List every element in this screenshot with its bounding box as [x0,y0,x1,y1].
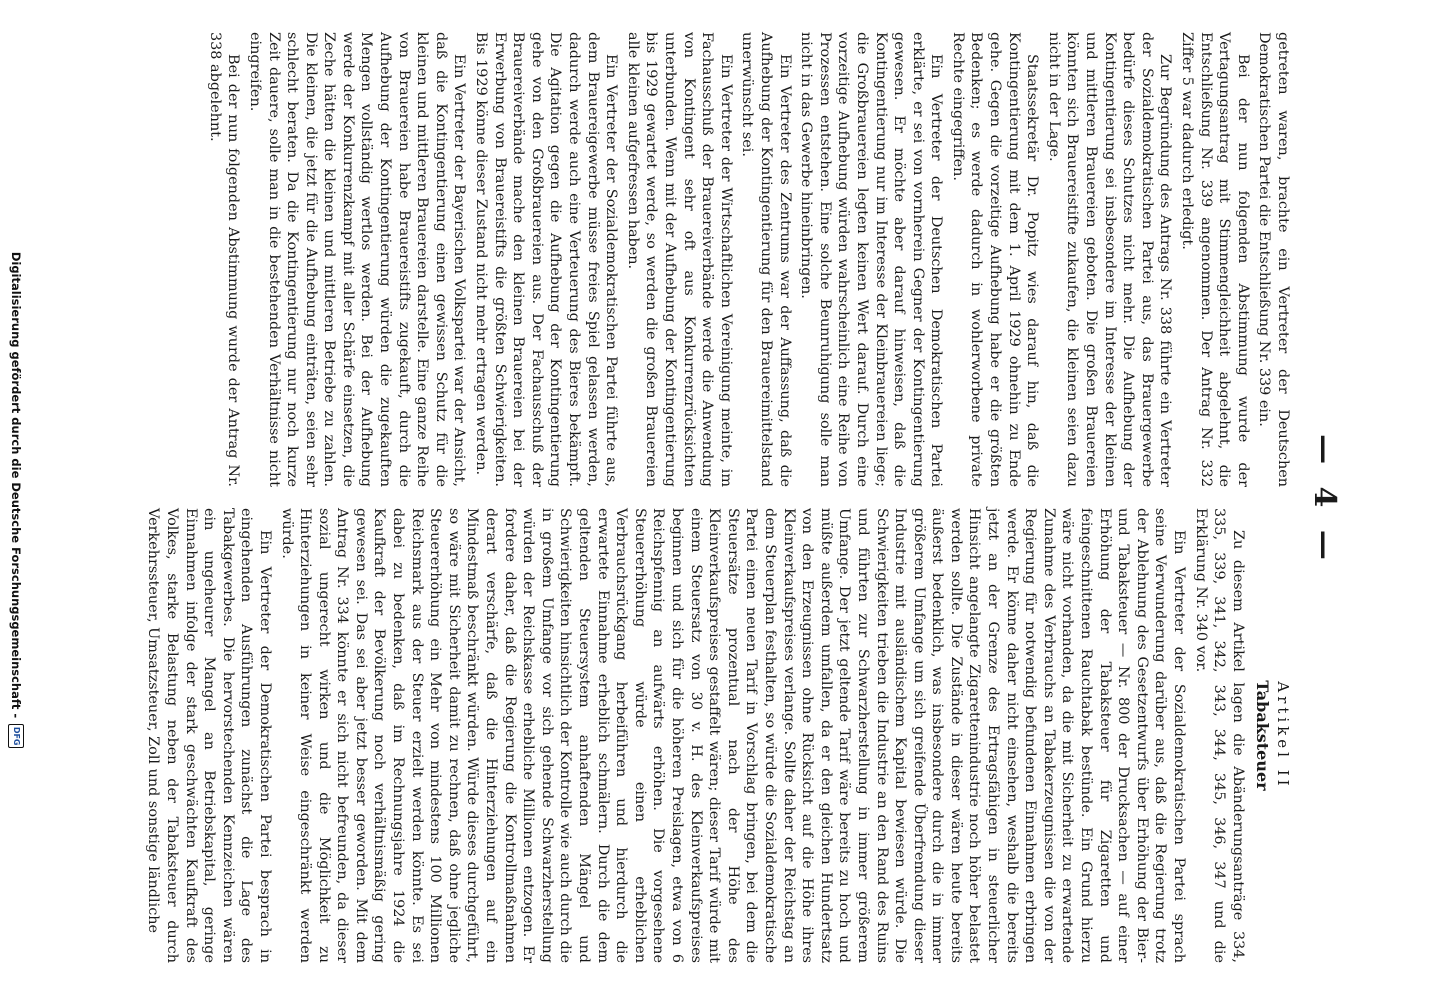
paragraph: Bei der nun folgenden Abstimmung wurde der Vertagungsantrag mit Stimmengleichheit abgelehnt, die Entschließung Nr. 339 angenommen. Der Antrag Nr. 332 Ziffer 5 war dadurch erledigt. [1179,32,1251,487]
paragraph: getreten waren, brachte ein Vertreter der Deutschen Demokratischen Partei die Entschließung Nr. 339 ein. [1256,32,1291,487]
paragraph: Ein Vertreter der Sozialdemokratischen Partei sprach seine Verwunderung darüber aus, daß die Regierung trotz der Ablehnung des Gesetzentwurfs über Erhöhung der Bier- und Tabaksteuer — Nr. 800 der Drucksachen — auf einer Erhöhung der Tabaksteuer für Zigaretten und feingeschnittenen Rauchtabak bestünde. Ein Grund hierzu wäre nicht vorhanden, da die mit Sicherheit zu erwartende Zunahme des Verbrauchs an Tabakerzeugnissen die von der Regierung für notwendig befundenen Einnahmen erbringen werde. Er könne daher nicht einsehen, weshalb die bereits jetzt an der Grenze des Ertragsfähigen in steuerlicher Hinsicht angelangte Zigarettenindustrie noch höher belastet werden sollte. Die Zustände in dieser wären heute bereits äußerst bedenklich, was insbesondere durch die in immer größerem Umfange um sich greifende Überfremdung dieser Industrie mit ausländischem Kapital bewiesen würde. Die Schwierigkeiten trieben die Industrie an den Rand des Ruins und führten zur Schwarzherstellung in immer größerem Umfange. Der jetzt geltende Tarif wäre bereits zu hoch und müßte außerdem umfallen, da er den gleichen Hundertsatz von den Erzeugnissen ohne Rücksicht auf die Höhe ihres Kleinverkaufspreises verlange. Sollte daher der Reichstag an dem Steuerplan festhalten, so würde die Sozialdemokratische Partei einen neuen Tarif in Vorschlag bringen, bei dem die Steuersätze prozentual nach der Höhe des Kleinverkaufspreises gestaffelt wären; dieser Tarif würde mit einem Steuersatz von 30 v. H. des Kleinverkaufspreises beginnen und sich für die höheren Preislagen, etwa von 6 Reichspfennig an aufwärts erhöhen. Die vorgesehene Steuererhöhung würde einen erheblichen Verbrauchsrückgang herbeiführen und hierdurch die erwartete Einnahme erheblich schmälern. Durch die dem geltenden Steuersystem anhaftenden Mängel und Schwierigkeiten hinsichtlich der Kontrolle wie auch durch die in großem Umfange vor sich gehende Schwarzherstellung würden der Reichskasse erhebliche Millionen entzogen. Er fordere daher, daß die Regierung die Kontrollmaßnahmen derart verschärfe, daß die Hinterziehungen auf ein Mindestmaß beschränkt würden. Würde dieses durchgeführt, so wäre mit Sicherheit damit zu rechnen, daß ohne jegliche Steuererhöhung ein Mehr von mindestens 100 Millionen Reichsmark aus der Steuer erzielt werden könnte. Es sei dabei zu bedenken, daß im Rechnungsjahre 1924 die Kaufkraft der Bevölkerung noch verhältnismäßig gering gewesen sei. Das sei aber jetzt besser geworden. Mit dem Antrag Nr. 334 könnte er sich nicht befreunden, da dieser sozial ungerecht wirken und die Möglichkeit zu Hinterziehungen in keiner Weise eingeschränkt werden würde. [278,508,1188,963]
paragraph: Zur Begründung des Antrags Nr. 338 führte ein Vertreter der Sozialdemokratischen Partei aus, das Brauergewerbe bedürfe dieses Schutzes nicht mehr. Die Aufhebung der Kontingentierung sei insbesondere im Interesse der kleinen und mittleren Brauereien geboten. Die großen Brauereien könnten sich Brauereistifte zukaufen, die kleinen seien dazu nicht in der Lage. [1045,32,1174,487]
paragraph: Ein Vertreter des Zentrums war der Auffassung, daß die Aufhebung der Kontingentierung für den Brauereimittelstand unerwünscht sei. [739,32,793,487]
paragraph: Ein Vertreter der Deutschen Demokratischen Partei erklärte, er sei von vornherein Gegner der Kontingentierung gewesen. Er möchte aber darauf hinweisen, daß die Kontingentierung nur im Interesse der Kleinbrauereien liege; die Großbrauereien legten keinen Wert darauf. Durch eine vorzeitige Aufhebung würden wahrscheinlich eine Reihe von Prozessen entstehen. Eine solche Beunruhigung solle man nicht in das Gewerbe hineinbringen. [798,32,945,487]
article-label: Artikel II [1274,681,1292,790]
paragraph: Staatssekretär Dr. Popitz wies darauf hin, daß die Kontingentierung mit dem 1. April 1929 ohnehin zu Ende gehe. Gegen die vorzeitige Aufhebung habe er die größten Bedenken; es werde dadurch in wohlerworbene private Rechte eingegriffen. [949,32,1041,487]
page-number: — 4 — [1307,434,1342,566]
article-title: Tabaksteuer [1253,680,1273,791]
paragraph: Bei der nun folgenden Abstimmung wurde der Antrag Nr. 338 abgelehnt. [206,32,242,487]
paragraph: Zu diesem Artikel lagen die Abänderungsanträge 334, 335, 339, 341, 342, 343, 344, 345, 346, 347 und die Erklärung Nr. 340 vor. [1192,508,1246,963]
credit-text: Digitalisierung gefördert durch die Deutsche Forschungsgemeinschaft - [9,251,23,719]
dfg-logo [8,724,24,748]
dfg-logo-text: DFG [12,726,21,746]
left-column [202,32,1292,487]
right-column [141,508,1292,963]
paragraph: Ein Vertreter der Sozialdemokratischen Partei führte aus, dem Brauereigewerbe müsse freies Spiel gelassen werden, dadurch werde auch eine Verteuerung des Bieres bekämpft. Die Agitation gegen die Aufhebung der Kontingentierung gehe von den Großbrauereien aus. Der Fachausschuß der Brauereiverbände mache den kleinen Brauereien bei der Erwerbung von Brauereistifts die größten Schwierigkeiten. Bis 1929 könne dieser Zustand nicht mehr ertragen werden. [473,32,620,487]
digitization-credit [5,0,27,1000]
paragraph: Ein Vertreter der Bayerischen Volkspartei war der Ansicht, daß die Kontingentierung einen gewissen Schutz für die kleinen und mittleren Brauereien darstelle. Eine ganze Reihe von Brauereien habe Brauereistifts zugekauft, durch die Aufhebung der Kontingentierung würden die zugekauften Mengen vollständig wertlos werden. Bei der Aufhebung werde der Konkurrenzkampf mit aller Schärfe einsetzen, die Zeche hätten die kleinen und mittleren Betriebe zu zahlen. Die kleinen, die jetzt für die Aufhebung einträten, seien sehr schlecht beraten. Da die Kontingentierung nur noch kurze Zeit dauere, solle man in die bestehenden Verhältnisse nicht eingreifen. [246,32,468,487]
paragraph: Ein Vertreter der Wirtschaftlichen Vereinigung meinte, im Fachausschuß der Brauereiverbände werde die Anwendung von Kontingent sehr oft aus Konkurrenzrücksichten unterbunden. Wenn mit der Aufhebung der Kontingentierung bis 1929 gewartet werde, so werden die großen Brauereien alle kleinen aufgefressen haben. [624,32,734,487]
paragraph: Ein Vertreter der Demokratischen Partei besprach in eingehenden Ausführungen zunächst die Lage des Tabakgewerbes. Die hervorstechenden Kennzeichen wären ein ungeheurer Mangel an Betriebskapital, geringe Einnahmen infolge der stark geschwächten Kaufkraft des Volkes, starke Belastung neben der Tabaksteuer durch Verkehrssteuer, Umsatzsteuer, Zoll und sonstige ländliche [145,508,273,963]
